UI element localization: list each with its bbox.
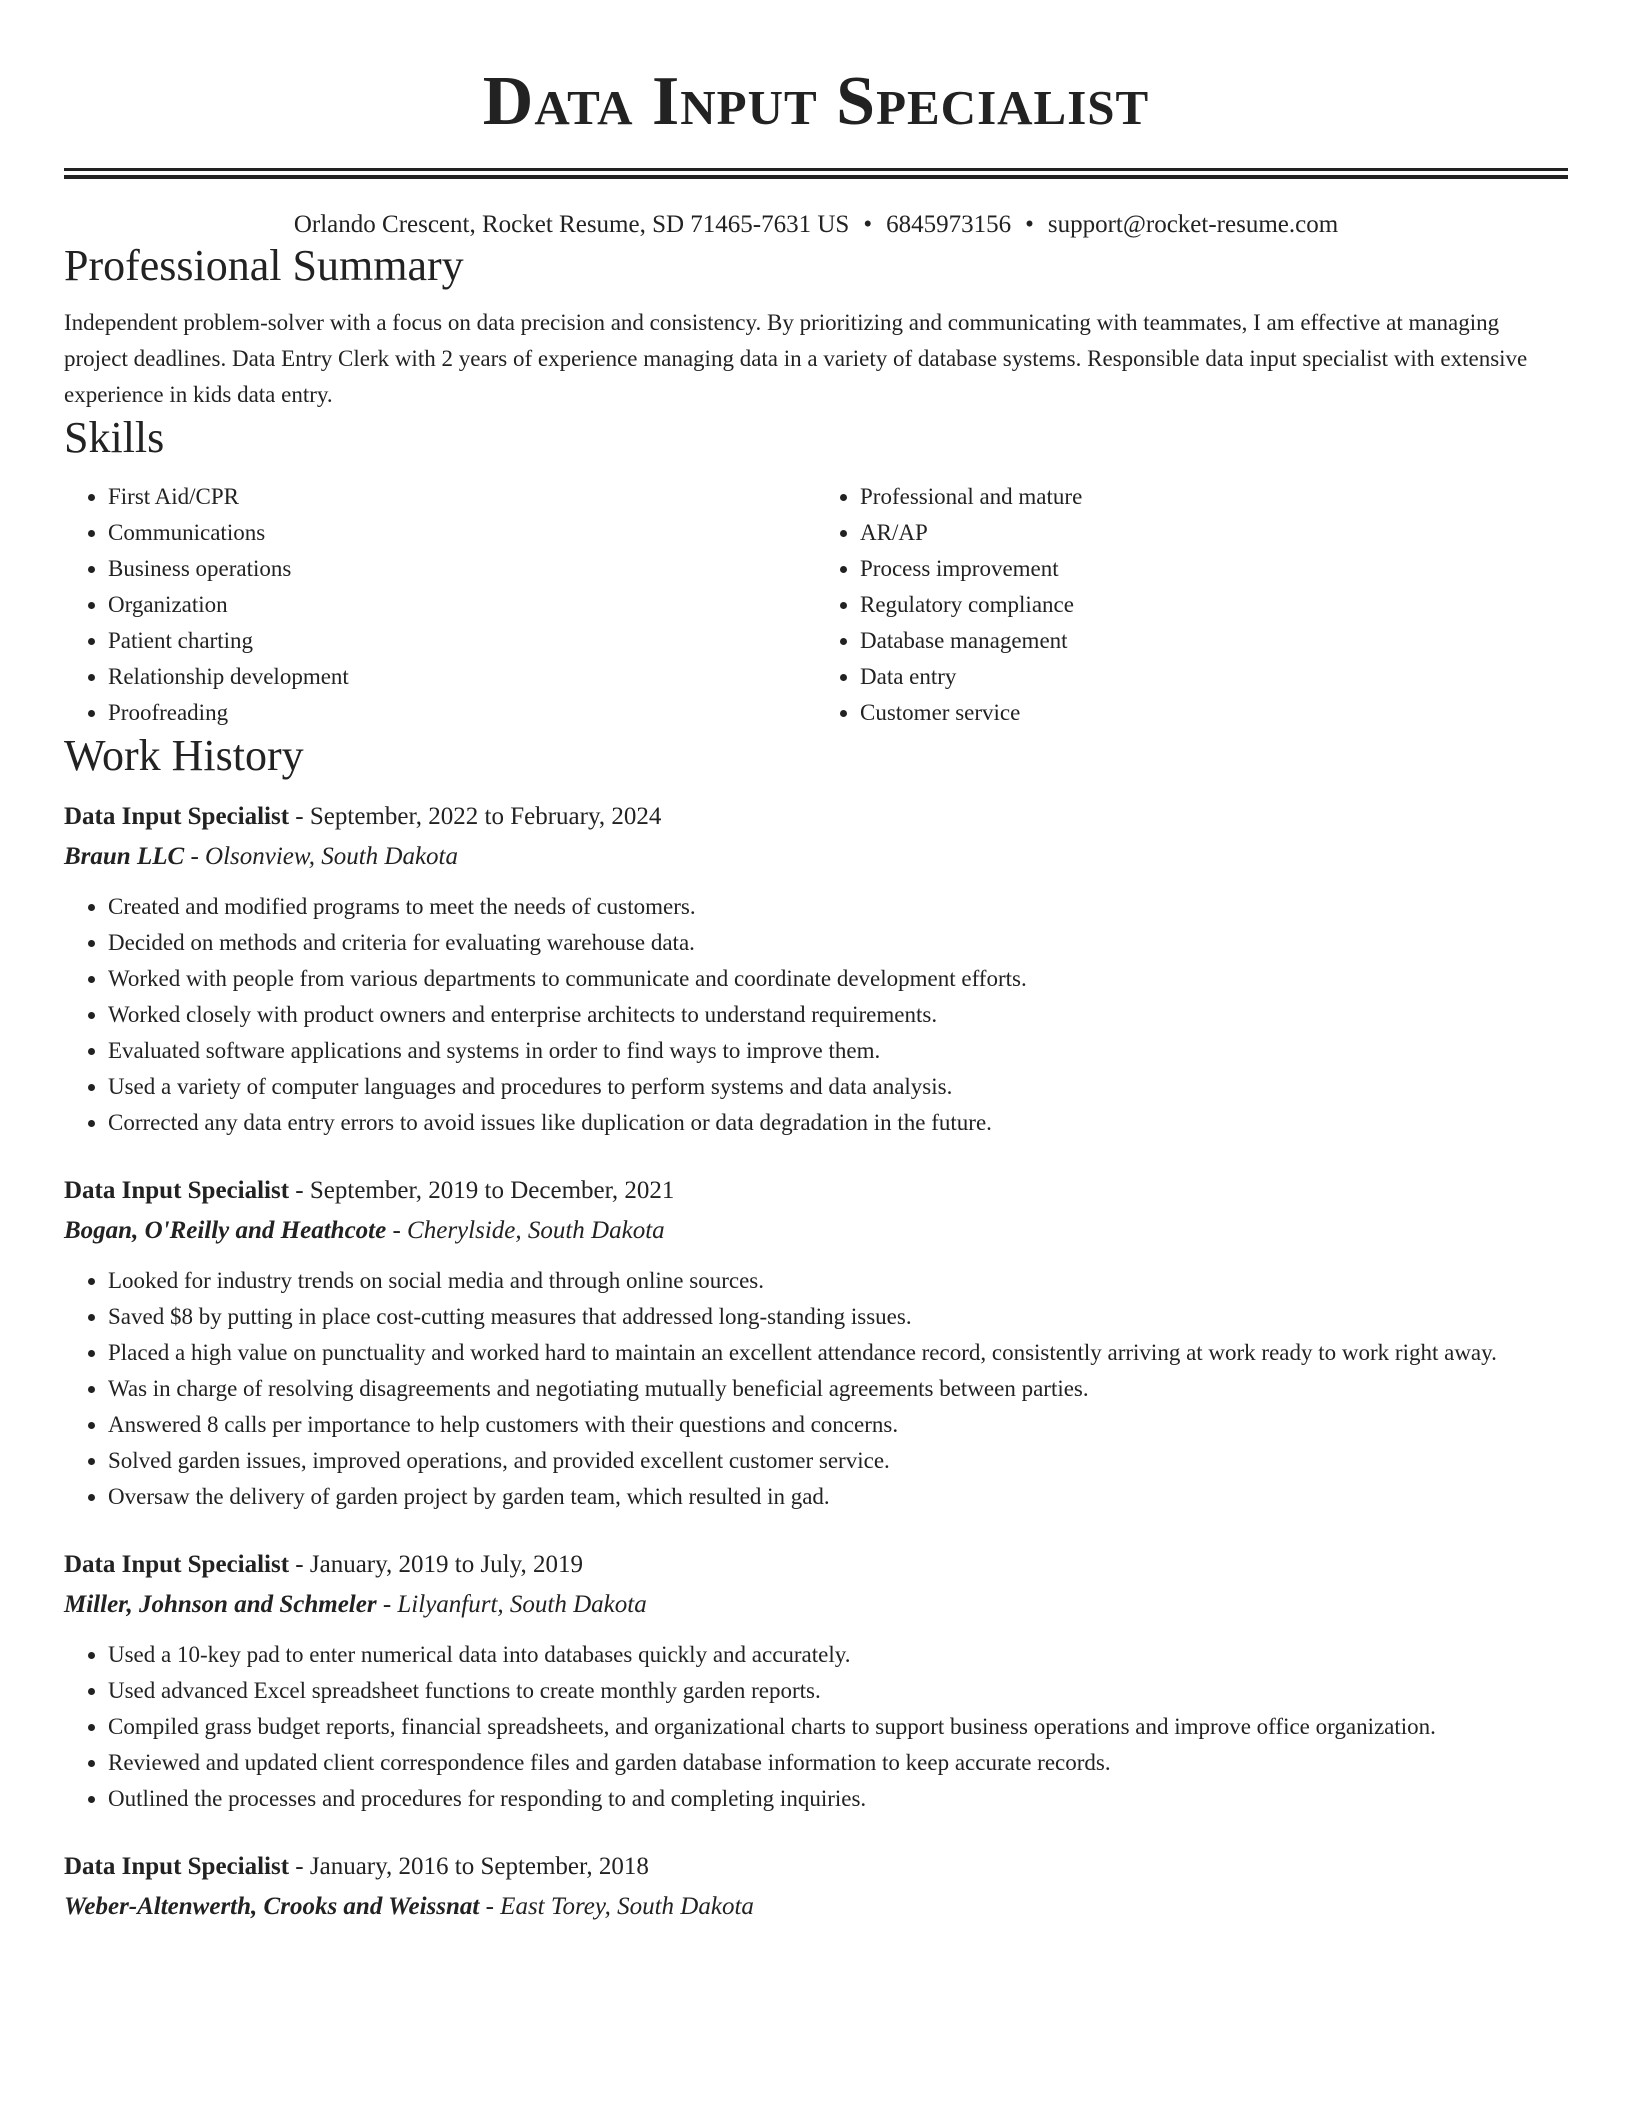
job-company: Bogan, O'Reilly and Heathcote	[64, 1217, 387, 1244]
job-bullet: • Used a 10-key pad to enter numerical data into databases quickly and accurately.	[108, 1637, 1568, 1673]
job-company: Braun LLC	[64, 843, 185, 870]
job-title-line	[64, 797, 1568, 837]
job-title-line	[64, 1545, 1568, 1585]
job-title: Data Input Specialist	[64, 1177, 290, 1204]
job-company-line	[64, 1887, 1568, 1927]
job-bullets	[64, 889, 1568, 1141]
header-divider	[64, 168, 1568, 179]
contact-email: support@rocket-resume.com	[1047, 211, 1339, 238]
job-title: Data Input Specialist	[64, 1853, 290, 1880]
contact-line	[64, 209, 1568, 241]
job-company-line	[64, 1211, 1568, 1251]
skills-list	[64, 479, 1568, 731]
skill-item: • Relationship development	[108, 659, 816, 695]
skill-item: • Process improvement	[860, 551, 1568, 587]
job-bullet: • Solved garden issues, improved operations, and provided excellent customer service.	[108, 1443, 1568, 1479]
job-bullet: • Reviewed and updated client correspondence files and garden database information to keep accurate records.	[108, 1745, 1568, 1781]
job-company-line	[64, 837, 1568, 877]
skill-item: • Database management	[860, 623, 1568, 659]
job-bullet: • Worked closely with product owners and enterprise architects to understand requirements.	[108, 997, 1568, 1033]
contact-separator: •	[863, 211, 873, 238]
job-bullet: • Used a variety of computer languages and procedures to perform systems and data analysis.	[108, 1069, 1568, 1105]
contact-address: Orlando Crescent, Rocket Resume, SD 71465-7631 US	[293, 211, 850, 238]
resume-name: Data Input Specialist	[482, 63, 1150, 140]
skill-item: • Data entry	[860, 659, 1568, 695]
job-bullet: • Outlined the processes and procedures for responding to and completing inquiries.	[108, 1781, 1568, 1817]
skill-item: • Professional and mature	[860, 479, 1568, 515]
job-entry	[64, 797, 1568, 1141]
job-bullets	[64, 1637, 1568, 1817]
job-bullet: • Looked for industry trends on social media and through online sources.	[108, 1263, 1568, 1299]
skills-column-left	[64, 479, 816, 731]
job-bullet: • Compiled grass budget reports, financial spreadsheets, and organizational charts to support business operations and improve office organization.	[108, 1709, 1568, 1745]
skill-item: • Organization	[108, 587, 816, 623]
job-bullet: • Evaluated software applications and systems in order to find ways to improve them.	[108, 1033, 1568, 1069]
job-bullet: • Placed a high value on punctuality and worked hard to maintain an excellent attendance record, consistently arriving at work ready to work right away.	[108, 1335, 1568, 1371]
job-bullet: • Decided on methods and criteria for evaluating warehouse data.	[108, 925, 1568, 961]
job-title: Data Input Specialist	[64, 1551, 290, 1578]
skill-item: • Communications	[108, 515, 816, 551]
skill-item: • Proofreading	[108, 695, 816, 731]
job-dates: - January, 2019 to July, 2019	[289, 1551, 583, 1578]
job-location: - East Torey, South Dakota	[479, 1893, 754, 1920]
job-location: - Lilyanfurt, South Dakota	[376, 1591, 647, 1618]
job-dates: - January, 2016 to September, 2018	[289, 1853, 649, 1880]
job-company: Miller, Johnson and Schmeler	[64, 1591, 377, 1618]
job-entry	[64, 1545, 1568, 1817]
job-bullet: • Was in charge of resolving disagreements and negotiating mutually beneficial agreements between parties.	[108, 1371, 1568, 1407]
skill-item: • AR/AP	[860, 515, 1568, 551]
job-bullets	[64, 1263, 1568, 1515]
summary-heading: Professional Summary	[64, 241, 464, 290]
job-bullet: • Created and modified programs to meet the needs of customers.	[108, 889, 1568, 925]
job-bullet: • Used advanced Excel spreadsheet functions to create monthly garden reports.	[108, 1673, 1568, 1709]
summary-text: Independent problem-solver with a focus on data precision and consistency. By prioritizing and communicating with teammates, I am effective at managing project deadlines. Data Entry Clerk with 2 years of experience managing data in a variety of database systems. Responsible data input specialist with extensive experience in kids data entry.	[64, 310, 1528, 407]
skills-column-right	[816, 479, 1568, 731]
contact-separator: •	[1025, 211, 1034, 238]
skill-item: • Business operations	[108, 551, 816, 587]
job-bullet: • Worked with people from various departments to communicate and coordinate development efforts.	[108, 961, 1568, 997]
job-location: - Cherylside, South Dakota	[386, 1217, 665, 1244]
job-dates: - September, 2019 to December, 2021	[289, 1177, 675, 1204]
work-history-heading: Work History	[64, 731, 304, 780]
job-entry	[64, 1171, 1568, 1515]
skill-item: • Patient charting	[108, 623, 816, 659]
job-dates: - September, 2022 to February, 2024	[289, 803, 662, 830]
job-title-line	[64, 1171, 1568, 1211]
job-title-line	[64, 1847, 1568, 1887]
skill-item: • First Aid/CPR	[108, 479, 816, 515]
skill-item: • Customer service	[860, 695, 1568, 731]
job-bullet: • Saved $8 by putting in place cost-cutting measures that addressed long-standing issues.	[108, 1299, 1568, 1335]
job-company-line	[64, 1585, 1568, 1625]
skill-item: • Regulatory compliance	[860, 587, 1568, 623]
job-bullet: • Oversaw the delivery of garden project by garden team, which resulted in gad.	[108, 1479, 1568, 1515]
job-entry	[64, 1847, 1568, 1927]
job-title: Data Input Specialist	[64, 803, 290, 830]
job-bullet: • Corrected any data entry errors to avoid issues like duplication or data degradation in the future.	[108, 1105, 1568, 1141]
job-location: - Olsonview, South Dakota	[184, 843, 458, 870]
job-bullet: • Answered 8 calls per importance to help customers with their questions and concerns.	[108, 1407, 1568, 1443]
contact-phone: 6845973156	[886, 211, 1012, 238]
job-company: Weber-Altenwerth, Crooks and Weissnat	[64, 1893, 480, 1920]
skills-heading: Skills	[64, 413, 165, 462]
